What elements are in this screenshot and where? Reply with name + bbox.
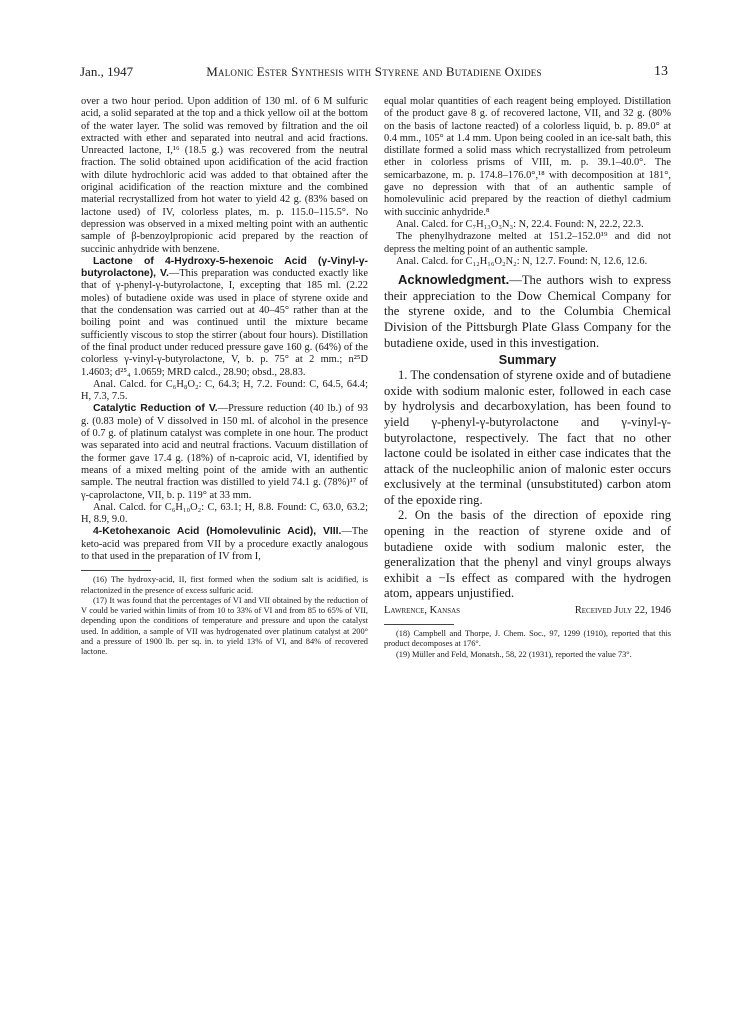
- analysis-vii: Anal. Calcd. for C₆H₁₀O₂: C, 63.1; H, 8.8. Found: C, 63.0, 63.2; H, 8.9, 9.0.: [81, 501, 368, 526]
- received-date: Received July 22, 1946: [574, 605, 671, 617]
- analysis-semicarbazone: Anal. Calcd. for C₇H₁₃O₃N₃: N, 22.4. Found: N, 22.2, 22.3.: [396, 218, 644, 230]
- paragraph-lactone-v-body: —This preparation was conducted exactly like that of γ-phenyl-γ-butyrolactone, I, excepting that 185 ml. (2.22 moles) of butadiene oxide was used in place of styrene oxide and that the condensation was carried out at 40–45° rather than at the boiling point and was continued until the mixture became sufficiently viscous to stop the stirrer (about four hours). Distillation of the final product under reduced pressure gave 160 g. (64%) of the colorless γ-vinyl-γ-butyrolactone, V, b. p. 75° at 2 mm.; n²⁵D 1.4603; d²⁵₄ 1.0659; MRD calcd., 28.90; obsd., 28.83.: [81, 268, 368, 378]
- section-heading-reduction: Catalytic Reduction of V.: [93, 403, 218, 415]
- footnote-19: (19) Müller and Feld, Monatsh., 58, 22 (1931), reported the value 73°.: [396, 649, 632, 659]
- right-column: [384, 96, 671, 660]
- paragraph-phenylhydrazone: The phenylhydrazone melted at 151.2–152.0¹⁹ and did not depress the melting point of an authentic sample.: [384, 231, 671, 255]
- summary-point-2: 2. On the basis of the direction of epoxide ring opening in the reaction of styrene oxide and of butadiene oxide with sodium malonic ester, the generalization that the phenyl and vinyl groups always exhibit a −Is effect as compared with the hydrogen atom, appears unjustified.: [384, 508, 671, 601]
- summary-heading: Summary: [498, 353, 557, 368]
- summary-point-1: 1. The condensation of styrene oxide and of butadiene oxide with sodium malonic ester, followed in each case by hydrolysis and decarboxylation, has been found to yield γ-phenyl-γ-butyrolactone and γ-vinyl-γ-butyrolactone, respectively. The fact that no other lactone could be isolated in either case indicates that the attack of the nucleophilic anion of malonic ester occurs exclusively at the terminal (unsubstituted) carbon atom of the epoxide ring.: [384, 368, 671, 507]
- header-date: Jan., 1947: [80, 64, 134, 79]
- page-number: 13: [654, 64, 668, 79]
- footnote-divider: [81, 570, 151, 571]
- footnote-16: (16) The hydroxy-acid, II, first formed when the sodium salt is acidified, is relactonized in the presence of excess sulfuric acid.: [81, 575, 368, 595]
- paragraph-lactone-v: [81, 256, 368, 379]
- paragraph-continuation-right: equal molar quantities of each reagent being employed. Distillation of the product gave 8 g. of recovered lactone, VII, and 32 g. (80% on the basis of lactone reacted) of a colorless liquid, b. p. 89.0° at 0.4 mm., 105° at 1.4 mm. Upon being cooled in an ice-salt bath, this distillate formed a solid mass which recrystallized from petroleum ether in colorless prisms of VIII, m. p. 39.1–40.0°. The semicarbazone, m. p. 174.8–176.0°,¹⁸ with decomposition at 181°, gave no depression with that of an authentic sample of homolevulinic acid prepared by the reaction of diethyl cadmium with succinic anhydride.⁸: [384, 96, 671, 218]
- acknowledgment-heading: Acknowledgment.: [398, 272, 510, 288]
- analysis-phenylhydrazone: Anal. Calcd. for C₁₂H₁₆O₂N₂: N, 12.7. Found: N, 12.6, 12.6.: [396, 255, 648, 267]
- acknowledgment: [384, 272, 671, 351]
- left-column: [81, 96, 368, 658]
- paragraph-ketohexanoic: [81, 526, 368, 563]
- section-heading-lactone-v: Lactone of 4-Hydroxy-5-hexenoic Acid (γ-Vinyl-γ-butyrolactone), V.: [81, 255, 368, 280]
- paragraph-reduction: [81, 403, 368, 501]
- footnote-17: (17) It was found that the percentages of VI and VII obtained by the reduction of V could be varied within limits of from 10 to 33% of VI and from 85 to 65% of VII, depending upon the conditions of temperature and pressure and upon the catalyst used. In addition, a sample of VII was hydrogenated over platinum catalyst at 200° and a pressure of 1900 lb. per sq. in. to yield 13% of VI, and 84% of recovered lactone.: [81, 595, 368, 657]
- footnotes-left: [81, 575, 368, 657]
- running-header: [80, 64, 668, 84]
- analysis-v: Anal. Calcd. for C₆H₈O₂: C, 64.3; H, 7.2. Found: C, 64.5, 64.4; H, 7.3, 7.5.: [81, 378, 368, 403]
- footnote-divider-right: [384, 624, 454, 625]
- signature-line: [384, 605, 671, 621]
- paragraph-ketohexanoic-body: —The keto-acid was prepared from VII by a procedure exactly analogous to that used in the preparation of IV from I,: [81, 526, 368, 562]
- header-title: Malonic Ester Synthesis with Styrene and Butadiene Oxides: [206, 64, 542, 79]
- paragraph-continuation: over a two hour period. Upon addition of 130 ml. of 6 M sulfuric acid, a solid separated at the top and a thick yellow oil at the bottom of the water layer. The solid was removed by filtration and the oil extracted with ether and separated into neutral and acid fractions. Unreacted lactone, I,¹⁶ (18.5 g.) was recovered from the neutral fraction. The solid obtained upon acidification of the acid fraction with dilute hydrochloric acid was added to that obtained after the original acidification of the reaction mixture and the combined material recrystallized from hot water to yield 42 g. (83% based on lactone used) of IV, colorless plates, m. p. 115.0–115.5°. No depression was observed in a mixed melting point with an authentic sample of β-benzoylpropionic acid prepared by the reaction of succinic anhydride with benzene.: [81, 96, 368, 255]
- paragraph-reduction-body: —Pressure reduction (40 lb.) of 93 g. (0.83 mole) of V dissolved in 150 ml. of alcohol in the presence of 0.7 g. of platinum catalyst was complete in one hour. The product was separated into acid and neutral fractions. Vacuum distillation of the former gave 17.4 g. (18%) of n-caproic acid, VI, identified by means of a mixed melting point of the amide with an authentic sample. The neutral fraction was distilled to yield 74.1 g. (78%)¹⁷ of γ-caprolactone, VII, b. p. 119° at 33 mm.: [81, 403, 368, 501]
- acknowledgment-body: —The authors wish to express their appreciation to the Dow Chemical Company for the styrene oxide, and to the Columbia Chemical Division of the Pittsburgh Plate Glass Company for the butadiene oxide, used in this investigation.: [384, 273, 671, 350]
- section-heading-ketohexanoic: 4-Ketohexanoic Acid (Homolevulinic Acid), VIII.: [93, 526, 342, 538]
- footnotes-right: [384, 629, 671, 660]
- footnote-18: (18) Campbell and Thorpe, J. Chem. Soc., 97, 1299 (1910), reported that this product decomposes at 176°.: [384, 629, 671, 649]
- signature-location: Lawrence, Kansas: [384, 605, 461, 617]
